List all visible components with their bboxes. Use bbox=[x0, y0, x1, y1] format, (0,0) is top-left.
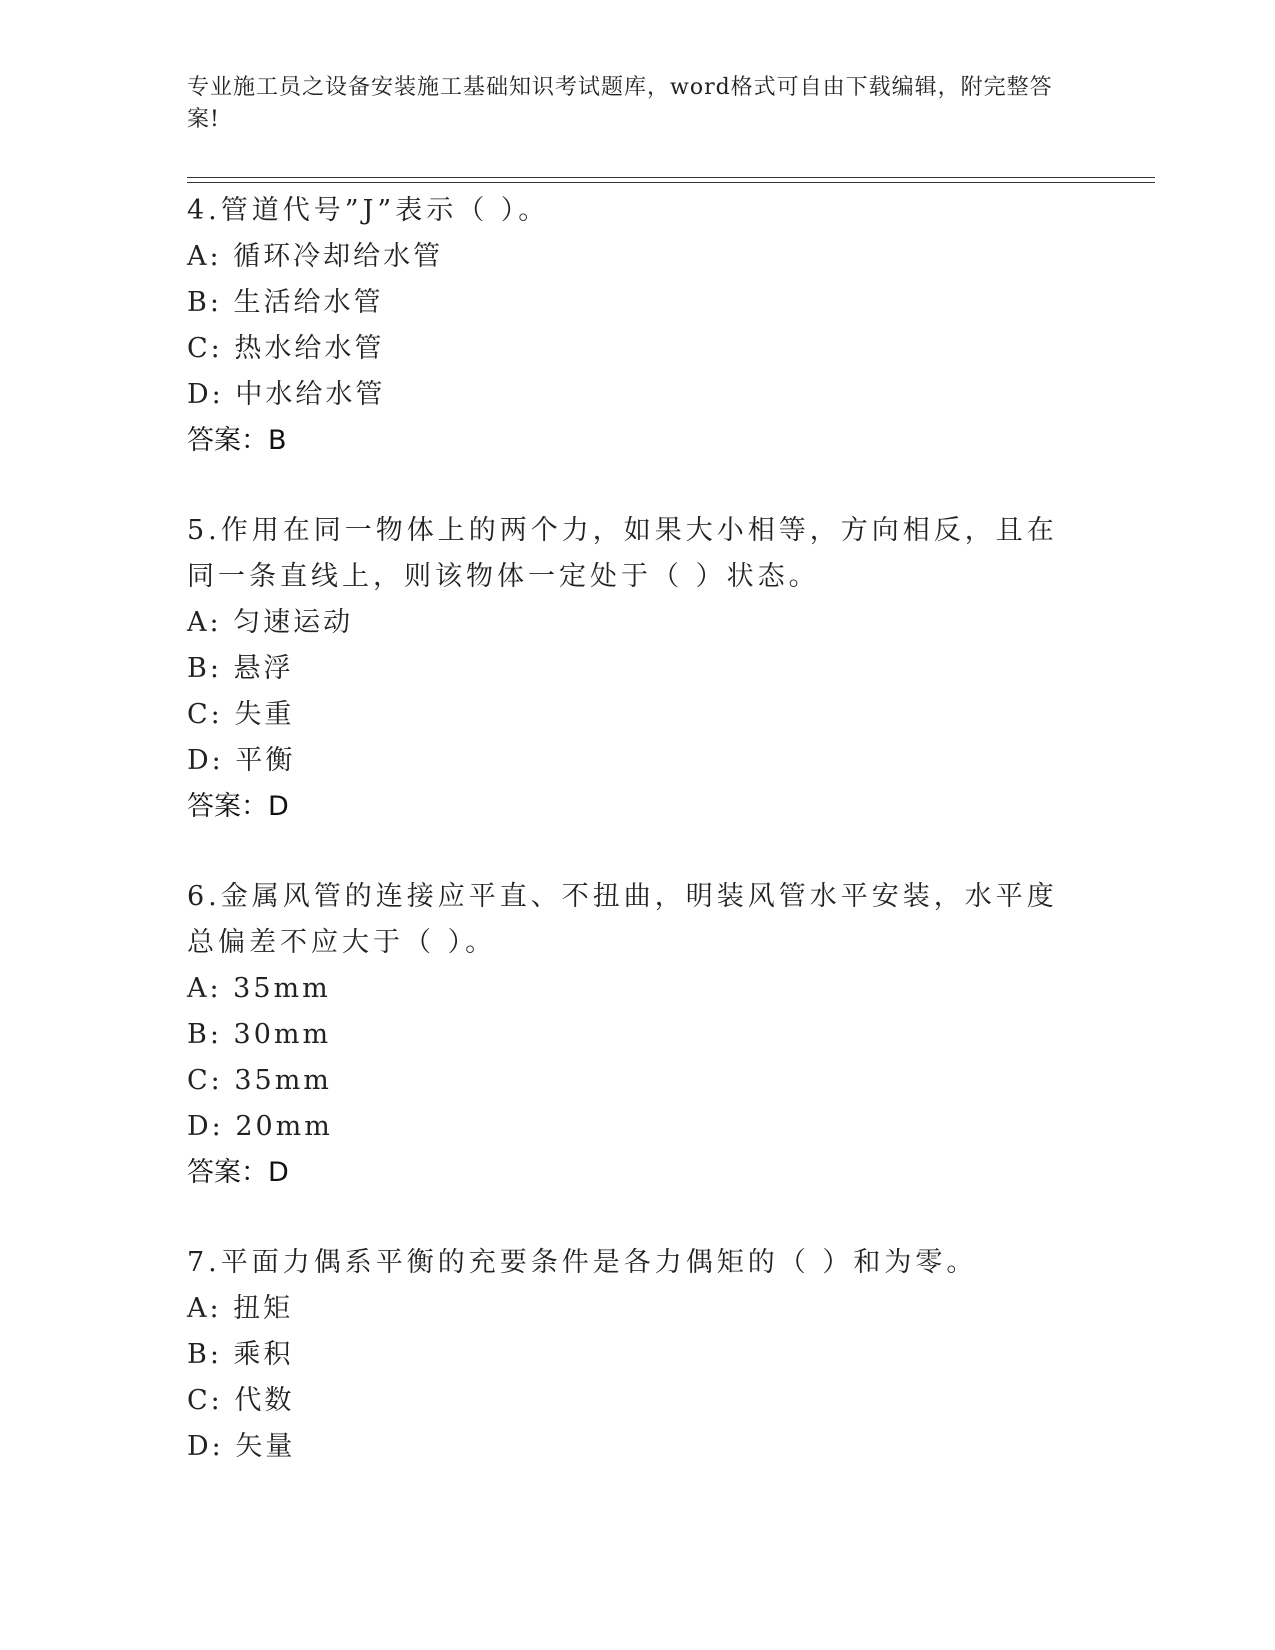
question-7 bbox=[187, 1240, 1087, 1470]
option-a: A: 35mm bbox=[187, 973, 331, 1004]
answer-label: 答案：D bbox=[187, 791, 289, 822]
option-b: B: 生活给水管 bbox=[187, 287, 384, 318]
header-divider-top bbox=[187, 177, 1155, 178]
option-c: C: 失重 bbox=[187, 699, 295, 730]
option-d: D: 平衡 bbox=[187, 745, 296, 776]
option-b: B: 30mm bbox=[187, 1019, 332, 1050]
answer-label: 答案：D bbox=[187, 1157, 289, 1188]
option-d: D: 中水给水管 bbox=[187, 379, 386, 410]
question-stem: 6.金属风管的连接应平直、不扭曲，明装风管水平安装，水平度总偏差不应大于（ ）。 bbox=[187, 881, 1058, 958]
question-stem: 7.平面力偶系平衡的充要条件是各力偶矩的（ ）和为零。 bbox=[187, 1247, 978, 1278]
option-a: A: 扭矩 bbox=[187, 1293, 294, 1324]
question-list bbox=[187, 188, 1087, 1514]
question-5 bbox=[187, 508, 1087, 830]
option-a: A: 循环冷却给水管 bbox=[187, 241, 444, 272]
header-divider-bottom bbox=[187, 182, 1155, 183]
option-d: D: 20mm bbox=[187, 1111, 333, 1142]
option-b: B: 乘积 bbox=[187, 1339, 294, 1370]
question-4 bbox=[187, 188, 1087, 464]
option-d: D: 矢量 bbox=[187, 1431, 296, 1462]
question-6 bbox=[187, 874, 1087, 1196]
question-stem: 4.管道代号”J”表示（ ）。 bbox=[187, 195, 550, 226]
option-b: B: 悬浮 bbox=[187, 653, 294, 684]
option-c: C: 代数 bbox=[187, 1385, 295, 1416]
option-c: C: 热水给水管 bbox=[187, 333, 385, 364]
option-a: A: 匀速运动 bbox=[187, 607, 354, 638]
answer-label: 答案：B bbox=[187, 425, 287, 456]
question-stem: 5.作用在同一物体上的两个力，如果大小相等，方向相反，且在同一条直线上，则该物体一定处于（ ）状态。 bbox=[187, 515, 1058, 592]
option-c: C: 35mm bbox=[187, 1065, 332, 1096]
document-header: 专业施工员之设备安装施工基础知识考试题库，word格式可自由下载编辑，附完整答案! bbox=[187, 75, 1053, 132]
